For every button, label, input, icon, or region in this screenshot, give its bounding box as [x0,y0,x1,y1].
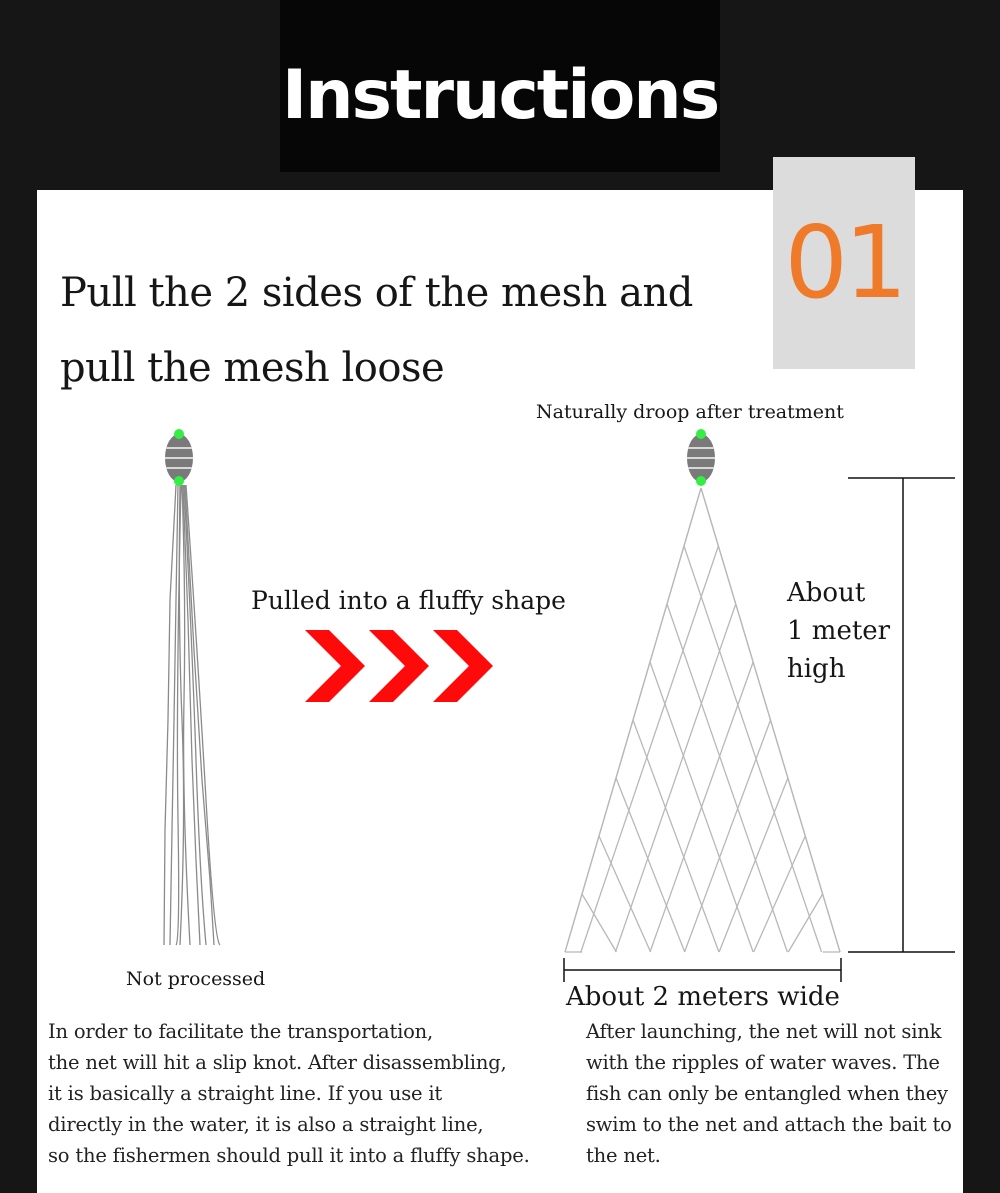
arrow-chevron-2 [369,630,429,702]
mesh-line [667,604,787,952]
mesh-line [719,778,788,952]
width-label: About 2 meters wide [566,982,840,1012]
step-number: 01 [784,204,904,321]
float-right-icon [687,429,715,486]
left-paragraph-line: it is basically a straight line. If you use it [48,1082,443,1105]
mesh-line [582,894,616,952]
mesh-line [616,778,685,952]
mesh-line [633,720,719,952]
right-paragraph-line: the net. [586,1144,661,1167]
mesh-line [754,836,806,952]
left-paragraph [48,1016,530,1171]
right-paragraph-line: swim to the net and attach the bait to [586,1113,952,1136]
float-left-icon [165,429,193,486]
fluffy-net [565,488,840,952]
left-paragraph-line: directly in the water, it is also a straight line, [48,1113,484,1136]
width-dimension [564,958,841,982]
mesh-line [581,546,719,952]
right-paragraph [586,1016,952,1171]
right-paragraph-line: fish can only be entangled when they [586,1082,948,1105]
arrow-chevron-1 [305,630,365,702]
arrows-icon [305,630,505,702]
pulled-label: Pulled into a fluffy shape [251,586,566,615]
left-paragraph-line: the net will hit a slip knot. After disassembling, [48,1051,507,1074]
height-dimension [848,478,955,952]
after-treatment-label: Naturally droop after treatment [536,401,844,423]
right-paragraph-line: with the ripples of water waves. The [586,1051,940,1074]
page-title: Instructions [281,56,719,135]
height-label-3: high [787,654,846,684]
mesh-line [685,720,771,952]
arrow-chevron-3 [433,630,493,702]
mesh-line [615,604,735,952]
height-label-2: 1 meter [787,616,891,646]
height-label-1: About [787,578,866,608]
unprocessed-net [164,485,220,945]
heading-line-1: Pull the 2 sides of the mesh and [60,270,693,316]
not-processed-label: Not processed [126,968,266,990]
left-paragraph-line: In order to facilitate the transportation, [48,1020,434,1043]
right-paragraph-line: After launching, the net will not sink [586,1020,942,1043]
left-paragraph-line: so the fishermen should pull it into a fluffy shape. [48,1144,530,1167]
heading-line-2: pull the mesh loose [60,345,445,391]
